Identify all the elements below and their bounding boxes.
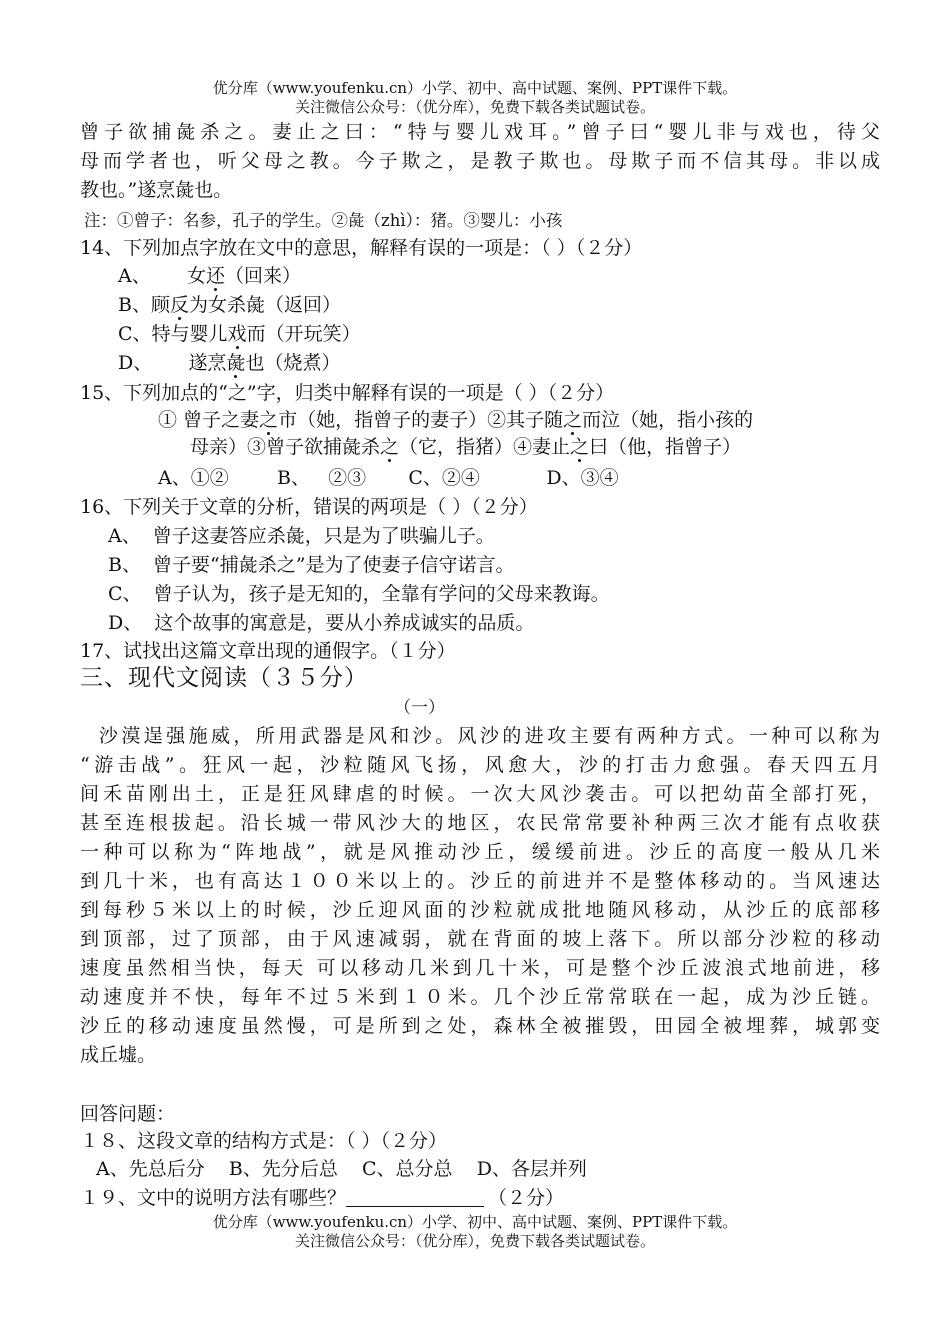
modern-passage-line: 到几十米，也有高达１００米以上的。沙丘的前进并不是整体移动的。当风速达 (80, 870, 880, 892)
q18-stem: １８、这段文章的结构方式是：（ ）（２分） (80, 1130, 448, 1152)
modern-passage-line: 间禾苗刚出土，正是狂风肆虐的时候。一次大风沙袭击。可以把幼苗全部打死， (80, 783, 880, 805)
emphasis-dot-char: 之 (380, 436, 400, 458)
q14-option-b: B、顾反为女杀彘（返回） (118, 294, 341, 316)
header-line-2: 关注微信公众号：（优分库），免费下载各类试题试卷。 (294, 98, 655, 116)
q16-option-d: D、 这个故事的寓意是，要从小养成诚实的品质。 (108, 612, 535, 634)
emphasis-dot-char: 反 (169, 294, 189, 316)
answer-blank[interactable] (346, 1186, 484, 1207)
modern-passage-line: 甚至连根拔起。沿长城一带风沙大的地区，农民常常要补种两三次才能有点收获 (80, 812, 880, 834)
q19-stem: １９、文中的说明方法有哪些？ （２分） (80, 1187, 565, 1209)
section-title: 三、现代文阅读（３５分） (80, 665, 368, 691)
footer-line-2: 关注微信公众号：（优分库），免费下载各类试题试卷。 (294, 1232, 655, 1250)
modern-passage-line: 一种可以称为“阵地战”，就是风推动沙丘，缓缓前进。沙丘的高度一般从几米 (80, 841, 880, 863)
passage-line: 母而学者也，听父母之教。今子欺之，是教子欺也。母欺子而不信其母。非以成 (80, 150, 880, 172)
emphasis-dot-char: 还 (205, 265, 225, 287)
modern-passage-line: 成丘墟。 (80, 1044, 157, 1066)
footer-line-1: 优分库（www.youfenku.cn）小学、初中、高中试题、案例、PPT课件下载。 (212, 1213, 738, 1231)
section-subtitle: （一） (394, 698, 445, 718)
emphasis-dot-char: 戏 (227, 323, 247, 345)
q15-options: A、①② B、 ②③ C、②④ D、③④ (158, 467, 619, 489)
q16-option-b: B、 曾子要“捕彘杀之”是为了使妻子信守诺言。 (108, 554, 515, 576)
emphasis-dot-char: 之 (563, 409, 583, 431)
modern-passage-line: “游击战”。狂风一起，沙粒随风飞扬，风愈大，沙的打击力愈强。春天四五月 (80, 754, 880, 776)
q15-item-line-1: ① 曾子之妻之市（她，指曾子的妻子）②其子随之而泣（她，指小孩的 (158, 409, 754, 431)
q14-option-d: D、 遂烹彘也（烧煮） (118, 352, 341, 374)
passage-line: 教也。”遂烹彘也。 (80, 179, 233, 201)
q18-options: A、先总后分 B、先分后总 C、总分总 D、各层并列 (96, 1158, 587, 1180)
modern-passage-line: 速度虽然相当快，每天 可以移动几米到几十米，可是整个沙丘波浪式地前进，移 (80, 957, 880, 979)
modern-passage-line: 沙丘的移动速度虽然慢，可是所到之处，森林全被摧毁，田园全被埋葬，城郭变 (80, 1015, 880, 1037)
modern-passage-line: 沙漠逞强施威，所用武器是风和沙。风沙的进攻主要有两种方式。一种可以称为 (80, 725, 880, 747)
q14-option-c: C、特与婴儿戏而（开玩笑） (118, 323, 361, 345)
q14-option-a: A、 女还（回来） (118, 265, 301, 287)
q16-option-c: C、 曾子认为，孩子是无知的，全靠有学问的父母来教诲。 (108, 583, 610, 605)
modern-passage-line: 到每秒５米以上的时候，沙丘迎风面的沙粒就成批地随风移动，从沙丘的底部移 (80, 899, 880, 921)
passage-note: 注：①曾子：名参，孔子的学生。②彘（zhì）：猪。③婴儿：小孩 (84, 211, 563, 230)
emphasis-dot-char: 彘 (226, 352, 246, 374)
q16-stem: 16、下列关于文章的分析，错误的两项是（ ）（２分） (80, 496, 538, 518)
modern-passage-line: 到顶部，过了顶部，由于风速减弱，就在背面的坡上落下。所以部分沙粒的移动 (80, 928, 880, 950)
passage-line: 曾子欲捕彘杀之。妻止之曰：“特与婴儿戏耳。”曾子曰“婴儿非与戏也，待父 (80, 121, 880, 143)
modern-passage-line: 动速度并不快，每年不过５米到１０米。几个沙丘常常联在一起，成为沙丘链。 (80, 986, 880, 1008)
q16-option-a: A、 曾子这妻答应杀彘，只是为了哄骗儿子。 (108, 525, 495, 547)
q15-item-line-2: 母亲）③曾子欲捕彘杀之（它，指猪）④妻止之曰（他，指曾子） (190, 436, 742, 458)
emphasis-dot-char: 之 (259, 409, 279, 431)
q14-stem: 14、下列加点字放在文中的意思，解释有误的一项是：（ ）（２分） (80, 237, 643, 259)
answer-label: 回答问题： (80, 1103, 176, 1125)
emphasis-dot-char: 之 (570, 436, 590, 458)
q15-stem: 15、下列加点的“之”字，归类中解释有误的一项是（ ）（２分） (80, 382, 615, 404)
q17-stem: 17、试找出这篇文章出现的通假字。（１分） (80, 640, 456, 662)
header-line-1: 优分库（www.youfenku.cn）小学、初中、高中试题、案例、PPT课件下载。 (212, 79, 738, 97)
